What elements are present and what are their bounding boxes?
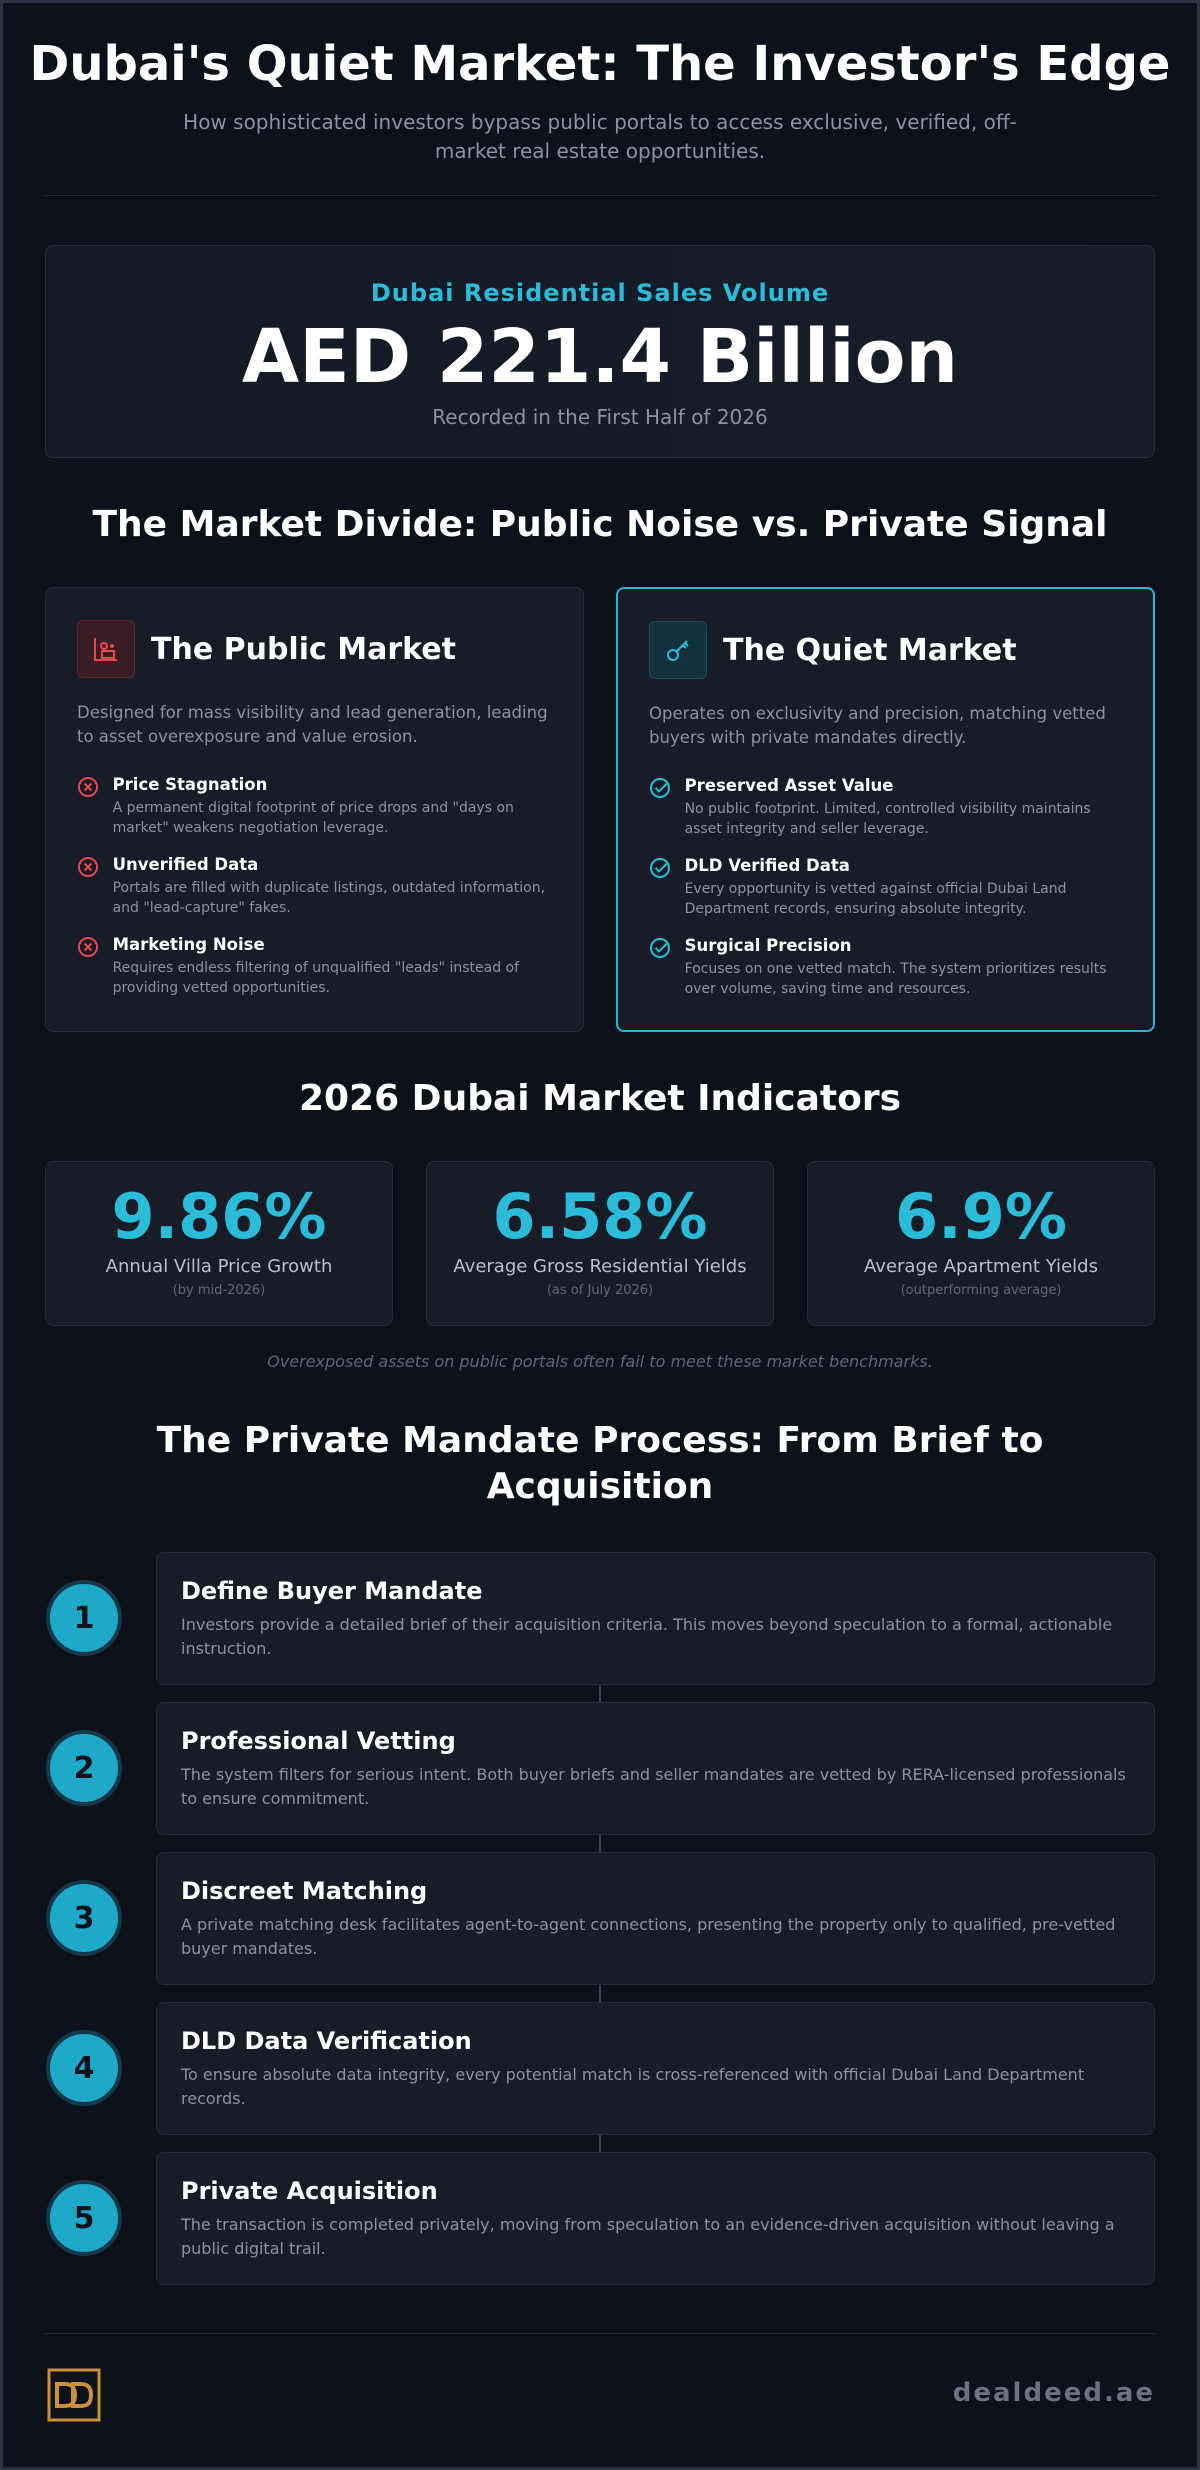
- step-desc: The transaction is completed privately, moving from speculation to an evidence-driven acquisition without leaving a public digital trail.: [181, 2215, 1115, 2258]
- step-card: [156, 1852, 1155, 1985]
- list-item: [77, 934, 557, 1014]
- step-card: [156, 1552, 1155, 1685]
- step-desc: Investors provide a detailed brief of their acquisition criteria. This moves beyond speculation to a formal, actionable instruction.: [181, 1615, 1113, 1658]
- check-circle-icon: [649, 775, 685, 855]
- x-circle-icon: [77, 934, 113, 1014]
- step-card: [156, 2152, 1155, 2285]
- list-item: [77, 774, 557, 854]
- page-subtitle: How sophisticated investors bypass public portals to access exclusive, verified, off-market real estate opportunities.: [183, 110, 1017, 163]
- x-circle-icon: [77, 774, 113, 854]
- step-number: 3: [46, 1880, 122, 1956]
- step-desc: The system filters for serious intent. Both buyer briefs and seller mandates are vetted by RERA-licensed professionals to ensure commitment.: [181, 1765, 1126, 1808]
- sales-volume-label: Dubai Residential Sales Volume: [370, 279, 830, 307]
- list-item: [77, 854, 557, 934]
- step-desc: To ensure absolute data integrity, every potential match is cross-referenced with official Dubai Land Department records.: [181, 2065, 1085, 2108]
- public-market-desc: Designed for mass visibility and lead generation, leading to asset overexposure and value erosion.: [77, 703, 548, 746]
- step-number: 4: [46, 2030, 122, 2106]
- public-market-card: [45, 587, 584, 1032]
- public-market-list: [77, 774, 557, 1014]
- item-title: Preserved Asset Value: [684, 776, 894, 795]
- quiet-market-title: The Quiet Market: [723, 632, 1017, 668]
- list-item: [649, 935, 1129, 1015]
- header-divider: [45, 195, 1155, 196]
- step-connector: [599, 1835, 601, 1853]
- stat-card-villa-growth: [45, 1161, 393, 1326]
- item-title: Unverified Data: [112, 855, 259, 874]
- item-desc: Requires endless filtering of unqualified "leads" instead of providing vetted opportunities.: [112, 960, 520, 996]
- item-desc: No public footprint. Limited, controlled visibility maintains asset integrity and seller leverage.: [684, 801, 1091, 837]
- dd-logo-icon: [47, 2368, 101, 2422]
- step-connector: [599, 2135, 601, 2153]
- sales-volume-card: [45, 245, 1155, 458]
- item-title: Surgical Precision: [684, 936, 852, 955]
- item-desc: Portals are filled with duplicate listings, outdated information, and "lead-capture" fakes.: [112, 880, 546, 916]
- step-title: Define Buyer Mandate: [181, 1577, 483, 1605]
- page-title: Dubai's Quiet Market: The Investor's Edge: [29, 36, 1171, 92]
- item-desc: A permanent digital footprint of price drops and "days on market" weakens negotiation leverage.: [112, 800, 514, 836]
- x-circle-icon: [77, 854, 113, 934]
- item-title: Marketing Noise: [112, 935, 265, 954]
- check-circle-icon: [649, 935, 685, 1015]
- footer-divider: [45, 2333, 1155, 2334]
- stat-note: (outperforming average): [900, 1283, 1062, 1298]
- step-connector: [599, 1985, 601, 2003]
- step-title: Discreet Matching: [181, 1877, 428, 1905]
- stat-label: Average Gross Residential Yields: [453, 1256, 747, 1277]
- chart-warning-icon: [77, 620, 135, 678]
- list-item: [649, 855, 1129, 935]
- step-connector: [599, 1685, 601, 1703]
- step-title: Professional Vetting: [181, 1727, 456, 1755]
- stat-note: (by mid-2026): [172, 1283, 266, 1298]
- step-card: [156, 2002, 1155, 2135]
- market-divide-title: The Market Divide: Public Noise vs. Private Signal: [92, 504, 1108, 545]
- item-desc: Every opportunity is vetted against official Dubai Land Department records, ensuring absolute integrity.: [684, 881, 1067, 917]
- stat-label: Annual Villa Price Growth: [105, 1256, 333, 1277]
- sales-volume-caption: Recorded in the First Half of 2026: [432, 405, 768, 429]
- sales-volume-value: AED 221.4 Billion: [241, 314, 959, 400]
- item-title: Price Stagnation: [112, 775, 268, 794]
- list-item: [649, 775, 1129, 855]
- quiet-market-card: [616, 587, 1155, 1032]
- quiet-market-list: [649, 775, 1129, 1015]
- quiet-market-desc: Operates on exclusivity and precision, matching vetted buyers with private mandates directly.: [649, 704, 1106, 747]
- stat-card-apartment-yields: [807, 1161, 1155, 1326]
- stat-card-gross-yields: [426, 1161, 774, 1326]
- item-title: DLD Verified Data: [684, 856, 850, 875]
- indicators-title: 2026 Dubai Market Indicators: [298, 1078, 902, 1119]
- check-circle-icon: [649, 855, 685, 935]
- step-card: [156, 1702, 1155, 1835]
- stat-value: 6.9%: [895, 1180, 1067, 1253]
- step-number: 2: [46, 1730, 122, 1806]
- step-desc: A private matching desk facilitates agent-to-agent connections, presenting the property only to qualified, pre-vetted buyer mandates.: [181, 1915, 1116, 1958]
- item-desc: Focuses on one vetted match. The system prioritizes results over volume, saving time and resources.: [684, 961, 1107, 997]
- step-number: 5: [46, 2180, 122, 2256]
- stat-note: (as of July 2026): [546, 1283, 654, 1298]
- step-number: 1: [46, 1580, 122, 1656]
- stat-value: 6.58%: [492, 1180, 708, 1253]
- stat-label: Average Apartment Yields: [864, 1256, 1098, 1277]
- step-title: DLD Data Verification: [181, 2027, 472, 2055]
- brand-name: dealdeed.ae: [952, 2378, 1155, 2408]
- indicators-footnote: Overexposed assets on public portals often fail to meet these market benchmarks.: [267, 1352, 933, 1371]
- public-market-title: The Public Market: [151, 631, 456, 667]
- stat-value: 9.86%: [111, 1180, 327, 1253]
- key-icon: [649, 621, 707, 679]
- process-title: The Private Mandate Process: From Brief to Acquisition: [156, 1420, 1044, 1507]
- step-title: Private Acquisition: [181, 2177, 438, 2205]
